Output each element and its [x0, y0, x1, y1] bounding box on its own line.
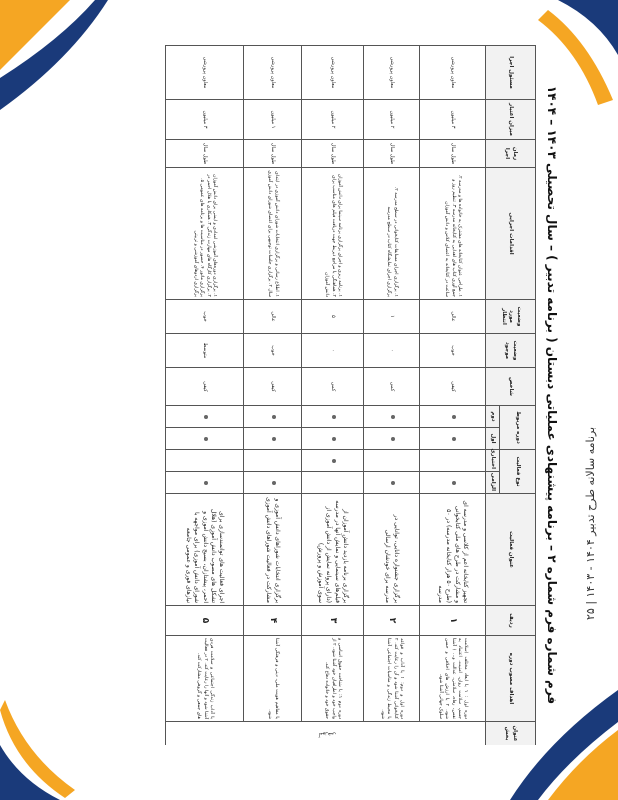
header-period: دوره مربوط: [500, 406, 536, 450]
type-b-cell: [302, 450, 364, 472]
responsible-cell: معاون پرورشی: [302, 46, 364, 100]
period-a-cell: [302, 428, 364, 450]
check-dot-icon: [391, 481, 395, 485]
check-dot-icon: [272, 415, 276, 419]
table-row: [244, 46, 302, 746]
check-dot-icon: [204, 437, 208, 441]
expected-status-cell: ۵: [302, 300, 364, 334]
header-num: ردیف: [486, 606, 536, 636]
period-b-cell: [420, 406, 486, 428]
form-page: [94, 45, 564, 745]
steps-cell: ۱. برگزاری اجرای مسابقات کتابخوانی در سطح مدرسه ۲. برگزاری اجرای نمایشگاه کتاب در سطح مدرسه: [364, 168, 420, 300]
indicator-cell: کمی: [364, 368, 420, 406]
current-status-cell: خوب: [420, 334, 486, 368]
type-a-cell: [166, 472, 244, 494]
type-a-cell: [420, 472, 486, 494]
responsible-cell: معاون پرورشی: [244, 46, 302, 100]
time-cell: طول سال: [244, 140, 302, 168]
current-status-cell: ۰: [302, 334, 364, 368]
expected-status-cell: عالی: [420, 300, 486, 334]
time-cell: طول سال: [420, 140, 486, 168]
goal-cell: دوره اول و دوم: ۱ با آداب و قواعد کتابخوانی آشنا شود و آن را رعایت کند. ۲ با محیط زندگی و مناسبات اجتماعی آشنا شود.: [364, 636, 420, 722]
type-a-cell: [244, 472, 302, 494]
check-dot-icon: [452, 437, 456, 441]
header-budget: میزان اعتبار: [486, 100, 536, 140]
period-a-cell: [420, 428, 486, 450]
check-dot-icon: [332, 415, 336, 419]
page-footer: ۲۵ | برنامه سالانه طرح تدبیر ۱۴۰۴ - ۱۴۰۳: [584, 426, 597, 620]
header-steps: اقدامات اجرایی: [486, 168, 536, 300]
period-b-cell: [244, 406, 302, 428]
header-indicator: شاخص: [486, 368, 536, 406]
row-number: ۵: [166, 606, 244, 636]
type-b-cell: [364, 450, 420, 472]
expected-status-cell: ۱: [364, 300, 420, 334]
activity-cell: برگزاری انتخابات شوراهای دانش آموزی و مشارکت در فعالیت شوراهای دانش آموزی: [244, 494, 302, 606]
row-number: ۴: [244, 606, 302, 636]
budget-cell: ۱ میلیون: [244, 100, 302, 140]
period-a-cell: [364, 428, 420, 450]
header-type-a: الزامی: [486, 472, 500, 494]
check-dot-icon: [332, 437, 336, 441]
goal-cell: با آداب زندگی اجتماعی و سلامت فردی آشنا شود و آنها را رعایت کند. ۲ در فعالیت های جمعی و گروهی مشارکت کند.: [166, 636, 244, 722]
type-a-cell: [364, 472, 420, 494]
form-title: فرم شماره فرم شماره ۲ – برنامه پیشنهادی عملیاتی دبستان ( برنامه تدبیر ) – سال تحصیلی ۱۴۰۳ – ۱۴۰۴: [545, 85, 559, 705]
header-goal: اهداف مصوب دوره: [486, 636, 536, 722]
table-row: [302, 46, 364, 746]
time-cell: طول سال: [166, 140, 244, 168]
budget-cell: ۳ میلیون: [420, 100, 486, 140]
time-cell: طول سال: [302, 140, 364, 168]
steps-cell: ۱. اطلاع رسانی و برگزاری انتخابات شورای دانش آموزی در ابتدای سال ۲. برگزاری جلسات توجیهی برای اعضای شورای دانش آموزی: [244, 168, 302, 300]
corner-decoration-bottom-left: [0, 690, 90, 800]
type-a-cell: [302, 472, 364, 494]
period-b-cell: [166, 406, 244, 428]
row-number: ۱: [420, 606, 486, 636]
type-b-cell: [420, 450, 486, 472]
period-b-cell: [302, 406, 364, 428]
period-b-cell: [364, 406, 420, 428]
header-type-b: اختیاری: [486, 450, 500, 472]
rotated-form-canvas: [94, 45, 564, 745]
period-a-cell: [166, 428, 244, 450]
header-time: زمان اجرا: [486, 140, 536, 168]
type-b-cell: [166, 450, 244, 472]
header-activity: عنوان فعالیت: [486, 494, 536, 606]
row-number: ۳: [302, 606, 364, 636]
table-header-row: [500, 46, 536, 746]
responsible-cell: معاون پرورشی: [420, 46, 486, 100]
budget-cell: ۲ میلیون: [364, 100, 420, 140]
steps-cell: ۱. برگزاری دوره‌های آموزشی امدادی و ایمنی برای دانش آموزان ۲. برگزاری کارگاه های مهارت زندگی ۳. همکاری با هلال احمر در برگزاری مانور ۴. حضور در مناسبت ها و برنامه های عمومی ۵. برگزاری اردوهای آموزشی و تربیتی: [166, 168, 244, 300]
expected-status-cell: خوب: [166, 300, 244, 334]
header-current: وضعیت موجود: [486, 334, 536, 368]
row-number: ۲: [364, 606, 420, 636]
current-status-cell: متوسط: [166, 334, 244, 368]
period-a-cell: [244, 428, 302, 450]
activity-cell: تجهیز کتابخانه اعم از کلاسی و مدرسه ای و مشارکت در طرح های ملی کتابخوانی (طرح ۵۰ هزار کتابخانه مدرسه) در ۵۰ مدرسه: [420, 494, 486, 606]
check-dot-icon: [391, 437, 395, 441]
type-b-cell: [244, 450, 302, 472]
table-row: [420, 46, 486, 746]
expected-status-cell: عالی: [244, 300, 302, 334]
time-cell: طول سال: [364, 140, 420, 168]
header-side: عنوان بخش: [486, 722, 536, 746]
steps-cell: ۱. برنامه ریزی و اجرای برگزاری برنامه سینما برای دانش آموزان ۲. هماهنگی با مراجع ذیربط جهت دریافت فیلم های مناسب برای دانش آموزان: [302, 168, 364, 300]
header-period-b: دوم: [486, 406, 500, 428]
goal-cell: با مفاهیم هویت ملی، دینی و فرهنگی آشنا شود.: [244, 636, 302, 722]
responsible-cell: معاون پرورشی: [364, 46, 420, 100]
indicator-cell: کیفی: [244, 368, 302, 406]
indicator-cell: کیفی: [166, 368, 244, 406]
check-dot-icon: [391, 415, 395, 419]
header-type: نوع فعالیت: [500, 450, 536, 494]
steps-cell: ۱. طراحی عنوان کتابخانه های مشترک به خانواده ها و مدرسه ۲. جمع آوری کتاب های اهدایی به کتابخانه مدرسه ۳. تنظیم روز و ساعت در کتابخانه به اعضای کلاس و دانش آموزان: [420, 168, 486, 300]
current-status-cell: خوب: [244, 334, 302, 368]
goal-cell: دوره دوم ۱: با شناخت حقوق اساسی و واجب خود و اطرافیان خود آشنا شود. ۲ از حقوق خود و خانواده دفاع کند.: [302, 636, 364, 722]
check-dot-icon: [272, 481, 276, 485]
side-label-text: آموزشی: [318, 730, 336, 737]
responsible-cell: معاون پرورشی: [166, 46, 244, 100]
activity-cell: اجرای فعالیت های توانمندسازی برای تشکل های مصوب دانش آموزی (هلال احمر، پیشتازان، بسیج دانش آموزی و شورای دانش آموزی) برای مواجهه با نیازهای فوری و عمومی جامعه: [166, 494, 244, 606]
goal-cell: دوره اول : ۱ با ابعاد مختلف (سلامت جسم، سلامت روان، امنیت، اعتماد به نفس، رفاه، سلامتی، عدالت و... ) آشنا شود. ۲ با ارزش های اخلاقی و حسن سلوک جهانی آشنا شود.: [420, 636, 486, 722]
budget-cell: ۳ میلیون: [166, 100, 244, 140]
side-label: [166, 722, 486, 746]
activity-cell: برگزاری برنامه بازدید دانش آموزان از فیلم‌های سینمایی و نمایش آنها در مدرسه (دارای پروانه نمایش از دانش آموزی از سوی آموزش و پرورش): [302, 494, 364, 606]
header-expected: وضعیت مورد انتظار: [486, 300, 536, 334]
check-dot-icon: [204, 481, 208, 485]
header-resp: مسئول اجرا: [486, 46, 536, 100]
table-row: [166, 46, 244, 746]
activity-cell: برگزاری جشنواره دانایی، توانایی در مدرسه برای خودشان ارسالی: [364, 494, 420, 606]
current-status-cell: ۰: [364, 334, 420, 368]
table-row: [364, 46, 420, 746]
budget-cell: ۲ میلیون: [302, 100, 364, 140]
indicator-cell: کمی: [302, 368, 364, 406]
check-dot-icon: [332, 459, 336, 463]
check-dot-icon: [272, 437, 276, 441]
header-period-a: اول: [486, 428, 500, 450]
check-dot-icon: [204, 415, 208, 419]
check-dot-icon: [452, 481, 456, 485]
program-table: [165, 45, 536, 745]
indicator-cell: کیفی: [420, 368, 486, 406]
check-dot-icon: [452, 415, 456, 419]
table-body: [166, 46, 486, 746]
